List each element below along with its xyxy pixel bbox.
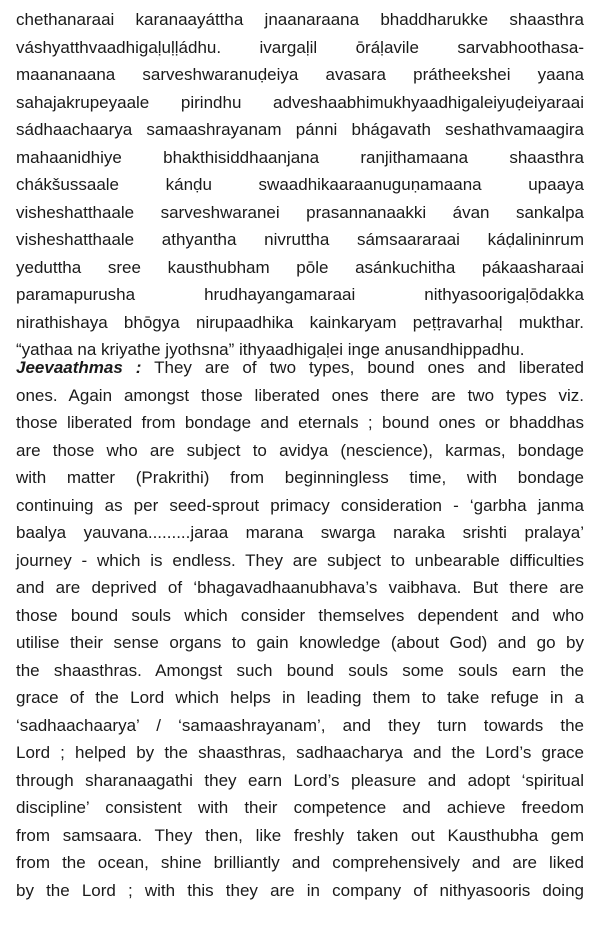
text-line: chákšussaale kánḍu swaadhikaaraanuguṇamaana upaaya <box>16 175 584 194</box>
text-line: through sharanaagathi they earn Lord’s pleasure and adopt ‘spiritual <box>16 770 584 790</box>
text-line: grace of the Lord which helps in leading them to take refuge in a <box>16 688 584 707</box>
text-line: paramapurusha hrudhayangamaraai nithyasoorigaḷōdakka <box>16 285 584 304</box>
text-line: those liberated from bondage and eternals ; bound ones or bhaddhas <box>16 413 584 432</box>
text-line: “yathaa na kriyathe jyothsna” ithyaadhigaḷei inge anusandhippadhu. <box>16 340 525 359</box>
text-line: chethanaraai karanaayáttha jnaanaraana bhaddharukke shaasthra <box>16 10 584 29</box>
term-heading: Jeevaathmas : <box>16 358 142 377</box>
paragraph-jeevaathmas <box>16 354 584 904</box>
text-line: the shaasthras. Amongst such bound souls some souls earn the <box>16 660 584 680</box>
text-line: are those who are subject to avidya (nescience), karmas, bondage <box>16 440 584 460</box>
text-line: and are deprived of ‘bhagavadhaanubhava’s vaibhava. But there are <box>16 578 584 597</box>
text-line-with-term <box>16 354 584 382</box>
text-line: visheshatthaale sarveshwaranei prasannanaakki ávan sankalpa <box>16 202 584 222</box>
text-line: sádhaachaarya samaashrayanam pánni bhágavath seshathvamaagira <box>16 120 584 139</box>
text-line: maananaana sarveshwaranuḍeiya avasara prátheekshei yaana <box>16 65 584 84</box>
text-line: discipline’ consistent with their competence and achieve freedom <box>16 798 584 817</box>
text-line: from samsaara. They then, like freshly taken out Kausthubha gem <box>16 825 584 845</box>
text-line: continuing as per seed-sprout primacy consideration - ‘garbha janma <box>16 495 584 515</box>
text-line: by the Lord ; with this they are in company of nithyasooris doing <box>16 880 584 900</box>
text-line: ‘sadhaachaarya’ / ‘samaashrayanam’, and they turn towards the <box>16 715 584 735</box>
text-line: váshyatthvaadhigaḷuḷḷádhu. ivargaḷil ōráḷavile sarvabhoothasa- <box>16 37 584 57</box>
text-line: ones. Again amongst those liberated ones there are two types viz. <box>16 385 584 405</box>
text-line: nirathishaya bhōgya nirupaadhika kainkaryam peṭṭravarhaḷ mukthar. <box>16 312 584 332</box>
text-line: mahaanidhiye bhakthisiddhaanjana ranjithamaana shaasthra <box>16 147 584 167</box>
text-line-rest: They are of two types, bound ones and liberated <box>141 358 584 377</box>
text-line: those bound souls which consider themselves dependent and who <box>16 605 584 625</box>
text-line: utilise their sense organs to gain knowledge (about God) and go by <box>16 633 584 652</box>
paragraph-transliteration <box>16 6 584 364</box>
text-line: yeduttha sree kausthubham pōle asánkuchitha pákaasharaai <box>16 257 584 277</box>
text-line: sahajakrupeyaale pirindhu adveshaabhimukhyaadhigaleiyuḍeiyaraai <box>16 92 584 112</box>
text-line: baalya yauvana.........jaraa marana swarga naraka srishti pralaya’ <box>16 523 584 542</box>
text-line: from the ocean, shine brilliantly and comprehensively and are liked <box>16 853 584 872</box>
text-line: with matter (Prakrithi) from beginningless time, with bondage <box>16 468 584 487</box>
text-line: visheshatthaale athyantha nivruttha sámsaararaai káḍalininrum <box>16 230 584 249</box>
text-line: Lord ; helped by the shaasthras, sadhaacharya and the Lord’s grace <box>16 743 584 762</box>
text-line: journey - which is endless. They are subject to unbearable difficulties <box>16 550 584 570</box>
